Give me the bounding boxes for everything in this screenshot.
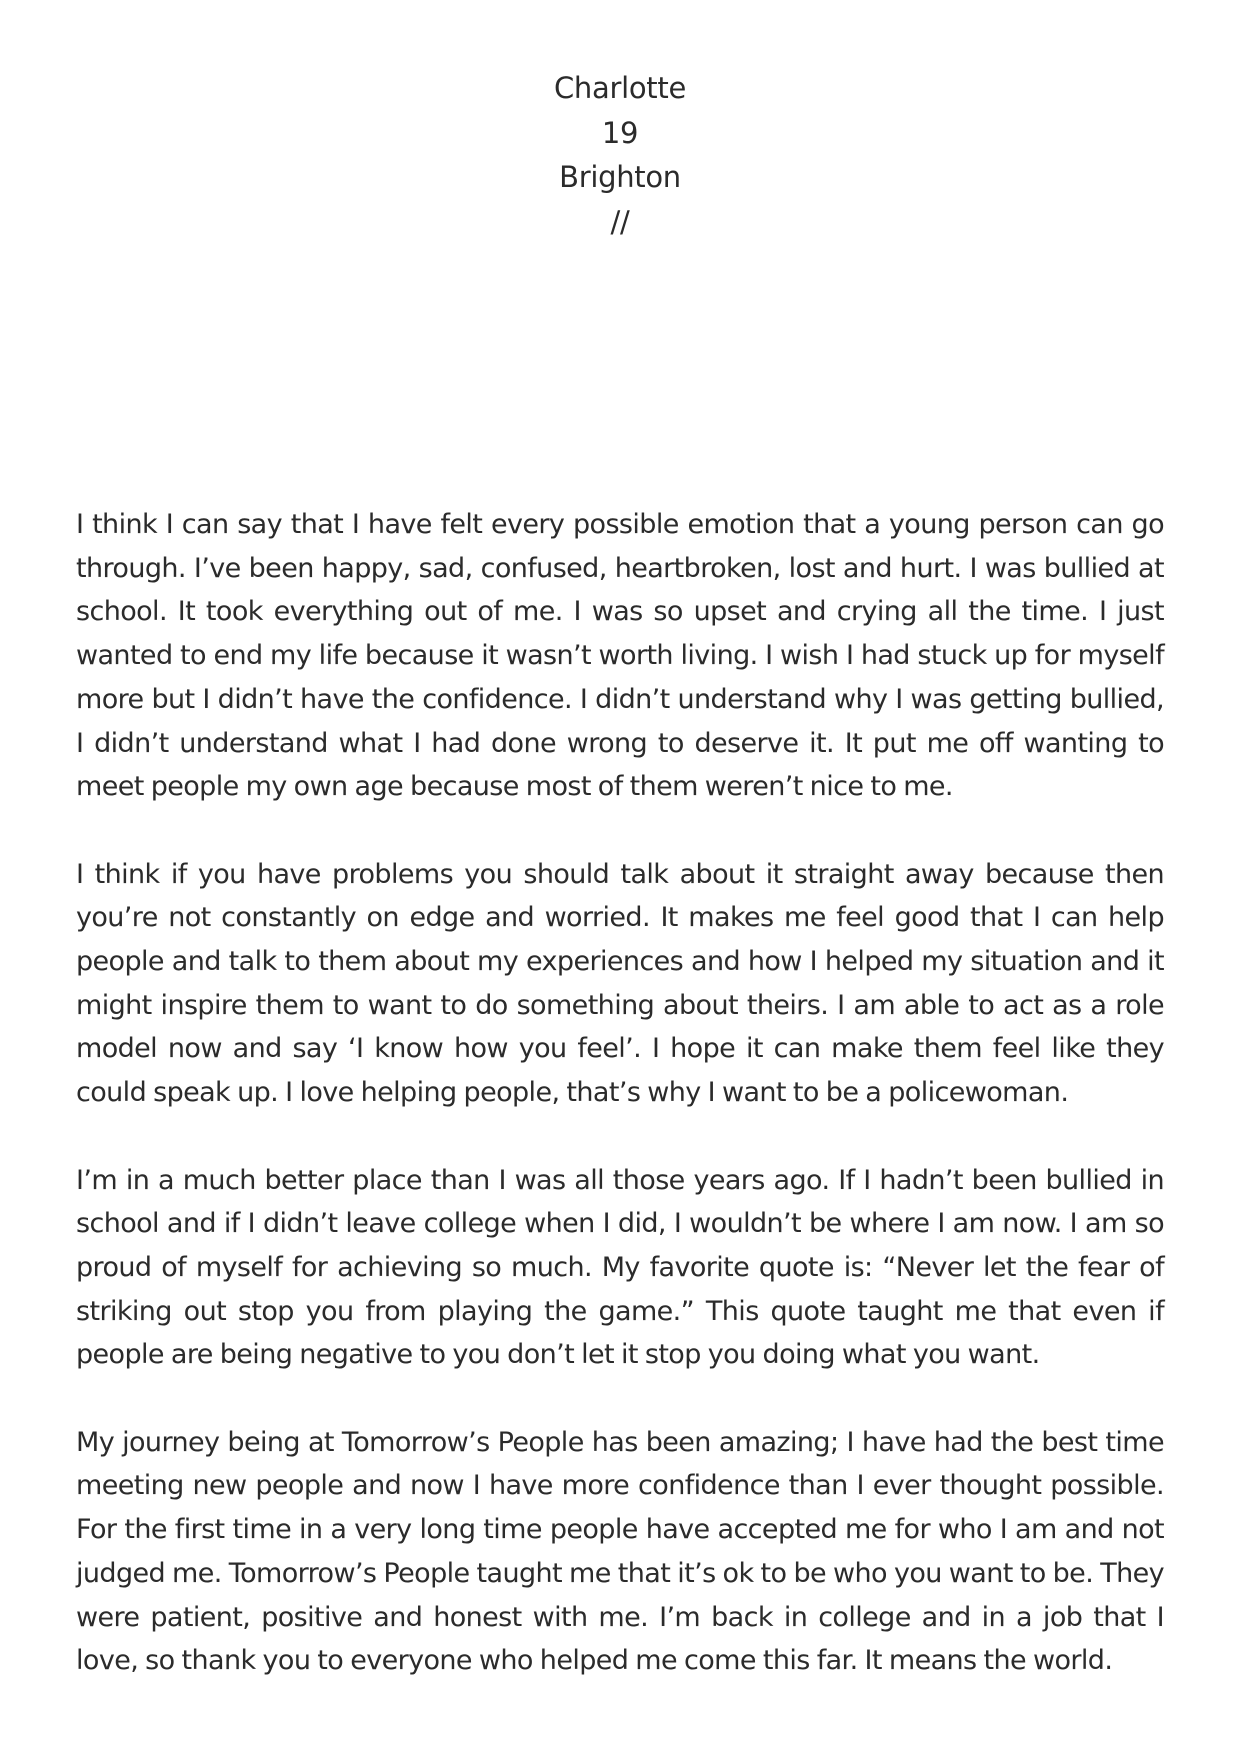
story-paragraph-1: I think I can say that I have felt every possible emotion that a young person can go through. I’ve been happy, sad, confused, heartbroken, lost and hurt. I was bullied at school. It took everything out of me. I was so upset and crying all the time. I just wanted to end my life because it wasn’t worth living. I wish I had stuck up for myself more but I didn’t have the confidence. I didn’t understand why I was getting bullied, I didn’t understand what I had done wrong to deserve it. It put me off wanting to meet people my own age because most of them weren’t nice to me. — [76, 509, 1164, 803]
profile-name: Charlotte — [553, 71, 686, 105]
story-paragraph-4: My journey being at Tomorrow’s People has been amazing; I have had the best time meeting new people and now I have more confidence than I ever thought possible. For the first time in a very long time people have accepted me for who I am and not judged me. Tomorrow’s People taught me that it’s ok to be who you want to be. They were patient, positive and honest with me. I’m back in college and in a job that I love, so thank you to everyone who helped me come this far. It means the world. — [76, 1426, 1164, 1677]
header-divider: // — [610, 204, 630, 239]
story-paragraph-2: I think if you have problems you should talk about it straight away because then you’re not constantly on edge and worried. It makes me feel good that I can help people and talk to them about my experiences and how I helped my situation and it might inspire them to want to do something about theirs. I am able to act as a role model now and say ‘I know how you feel’. I hope it can make them feel like they could speak up. I love helping people, that’s why I want to be a policewoman. — [76, 858, 1164, 1109]
profile-age: 19 — [601, 115, 639, 150]
story-body — [76, 503, 1164, 1683]
profile-header — [0, 66, 1240, 244]
profile-location: Brighton — [559, 160, 681, 194]
story-paragraph-3: I’m in a much better place than I was all those years ago. If I hadn’t been bullied in school and if I didn’t leave college when I did, I wouldn’t be where I am now. I am so proud of myself for achieving so much. My favorite quote is: “Never let the fear of striking out stop you from playing the game.” This quote taught me that even if people are being negative to you don’t let it stop you doing what you want. — [76, 1164, 1164, 1371]
